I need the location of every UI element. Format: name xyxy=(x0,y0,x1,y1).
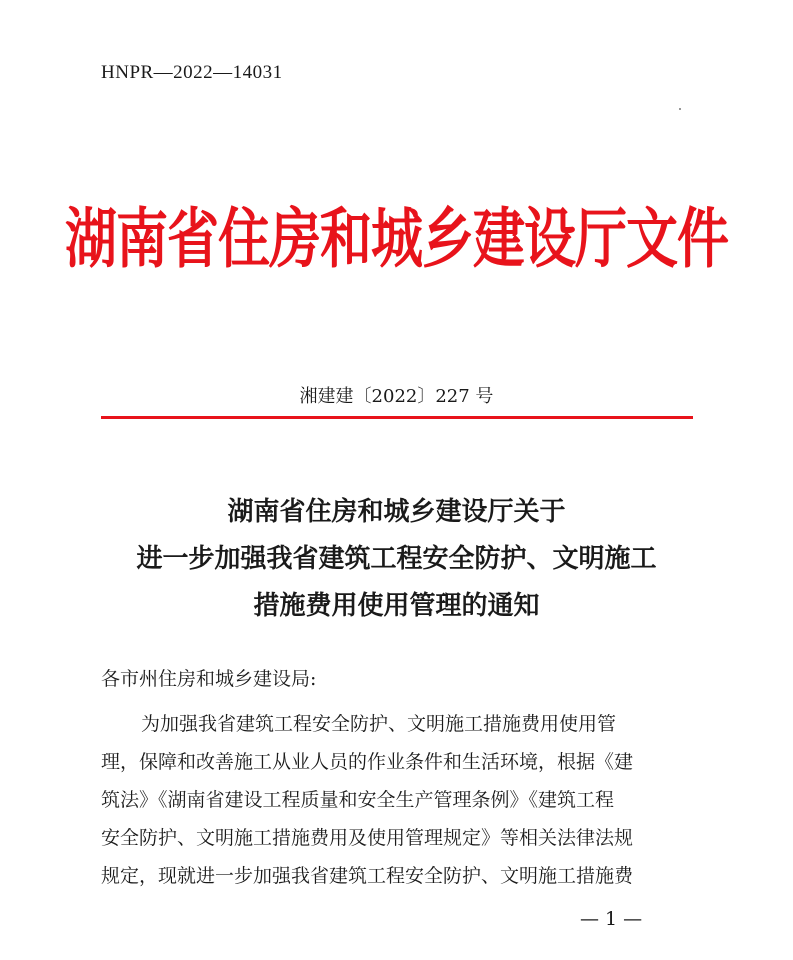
page-number: — 1 — xyxy=(580,908,643,930)
title-line: 措施费用使用管理的通知 xyxy=(253,591,540,621)
body-line: 理，保障和改善施工从业人员的作业条件和生活环境，根据《建 xyxy=(101,751,634,773)
body-line: 规定，现就进一步加强我省建筑工程安全防护、文明施工措施费 xyxy=(101,865,634,887)
red-divider-line xyxy=(101,416,693,419)
body-line: 安全防护、文明施工措施费用及使用管理规定》等相关法律法规 xyxy=(101,827,634,849)
scan-speck xyxy=(679,108,681,110)
masthead-title: 湖南省住房和城乡建设厅文件 xyxy=(64,202,728,278)
salutation: 各市州住房和城乡建设局: xyxy=(101,668,317,690)
body-line: 为加强我省建筑工程安全防护、文明施工措施费用使用管 xyxy=(141,713,617,735)
title-line: 进一步加强我省建筑工程安全防护、文明施工 xyxy=(136,544,657,574)
title-line: 湖南省住房和城乡建设厅关于 xyxy=(227,497,566,527)
body-paragraph xyxy=(101,705,701,895)
document-code: HNPR—2022—14031 xyxy=(101,62,283,83)
document-number: 湘建建〔2022〕227 号 xyxy=(299,386,494,407)
notice-title xyxy=(0,489,793,630)
body-line: 筑法》《湖南省建设工程质量和安全生产管理条例》《建筑工程 xyxy=(101,789,615,811)
